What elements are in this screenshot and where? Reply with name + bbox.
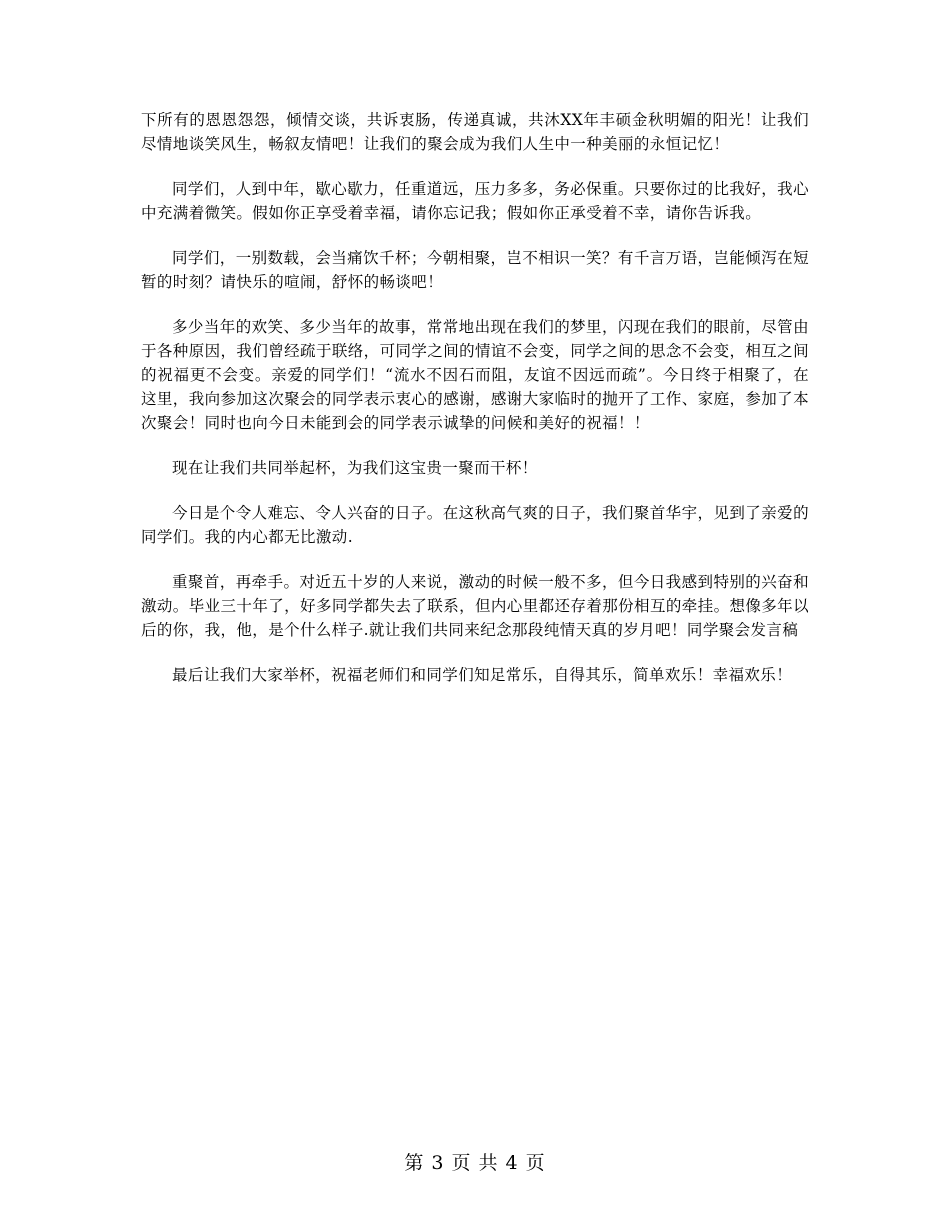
paragraph-4: 多少当年的欢笑、多少当年的故事，常常地出现在我们的梦里，闪现在我们的眼前，尽管由于各种原因，我们曾经疏于联络，可同学之间的情谊不会变，同学之间的思念不会变，相互之间的祝福更不会变。亲爱的同学们！“流水不因石而阻，友谊不因远而疏”。今日终于相聚了，在这里，我向参加这次聚会的同学表示衷心的感谢，感谢大家临时的抛开了工作、家庭，参加了本次聚会！同时也向今日未能到会的同学表示诚挚的问候和美好的祝福！！ — [141, 318, 809, 432]
page-footer: 第 3 页 共 4 页 — [404, 1152, 546, 1174]
paragraph-5: 现在让我们共同举起杯，为我们这宝贵一聚而干杯！ — [172, 459, 538, 477]
paragraph-8: 最后让我们大家举杯，祝福老师们和同学们知足常乐，自得其乐，简单欢乐！幸福欢乐！ — [172, 666, 793, 684]
paragraph-3: 同学们，一别数载，会当痛饮千杯；今朝相聚，岂不相识一笑？有千言万语，岂能倾泻在短暂的时刻？请快乐的喧闹，舒怀的畅谈吧！ — [141, 249, 809, 291]
paragraph-1: 下所有的恩恩怨怨，倾情交谈，共诉衷肠，传递真诚，共沐XX年丰硕金秋明媚的阳光！让我们尽情地谈笑风生，畅叙友情吧！让我们的聚会成为我们人生中一种美丽的永恒记忆！ — [141, 111, 809, 153]
paragraph-6: 今日是个令人难忘、令人兴奋的日子。在这秋高气爽的日子，我们聚首华宇，见到了亲爱的同学们。我的内心都无比激动. — [141, 504, 809, 546]
paragraph-2: 同学们，人到中年，歇心歇力，任重道远，压力多多，务必保重。只要你过的比我好，我心中充满着微笑。假如你正享受着幸福，请你忘记我；假如你正承受着不幸，请你告诉我。 — [141, 180, 809, 222]
paragraph-7: 重聚首，再牵手。对近五十岁的人来说，激动的时候一般不多，但今日我感到特别的兴奋和激动。毕业三十年了，好多同学都失去了联系，但内心里都还存着那份相互的牵挂。想像多年以后的你，我，他，是个什么样子.就让我们共同来纪念那段纯情天真的岁月吧！同学聚会发言稿 — [141, 573, 809, 639]
body-text — [141, 108, 809, 708]
